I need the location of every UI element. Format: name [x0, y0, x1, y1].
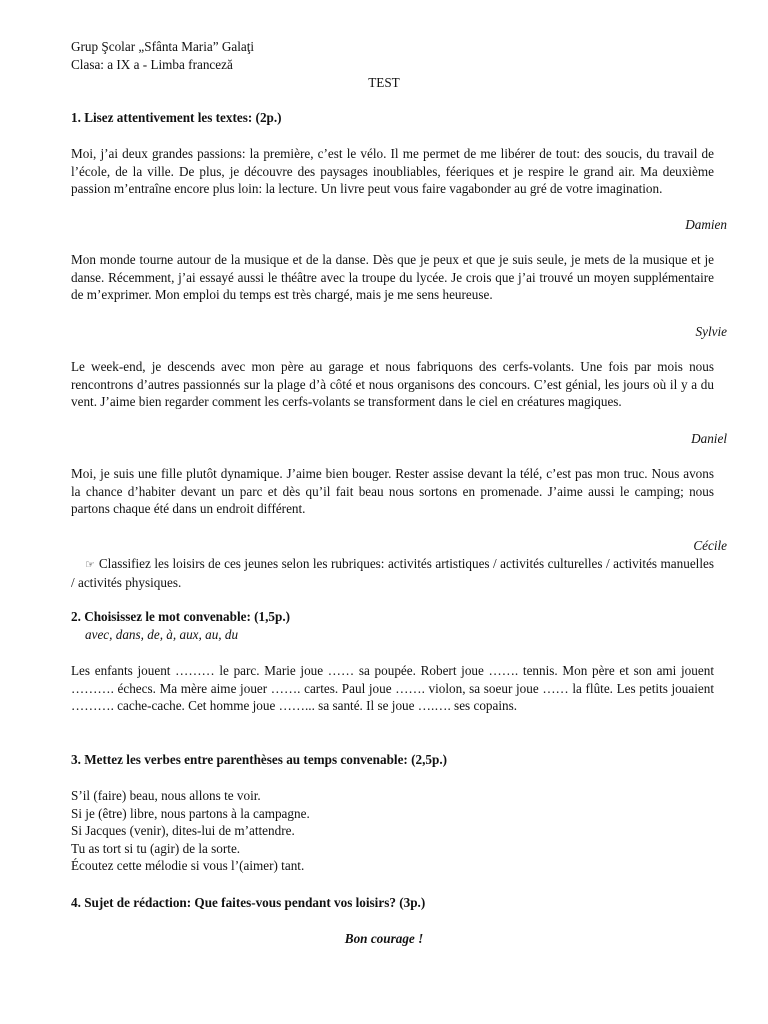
class-label: Clasa: a IX a - Limba franceză — [71, 56, 233, 72]
page-title: TEST — [368, 75, 400, 90]
classification-instruction — [71, 555, 714, 591]
author-signature-damien: Damien — [685, 217, 727, 232]
verb-exercise-list — [71, 787, 714, 875]
exercise-line: Écoutez cette mélodie si vous l’(aimer) tant. — [71, 858, 305, 874]
section-1-heading: 1. Lisez attentivement les textes: (2p.) — [71, 110, 282, 125]
pointing-hand-icon: ☞ — [85, 558, 95, 571]
instruction-text: Classifiez les loisirs de ces jeunes selon les rubriques: activités artistiques / activités culturelles / activités manuelles / activités physiques. — [71, 556, 714, 590]
text-paragraph-cecile: Moi, je suis une fille plutôt dynamique. J’aime bien bouger. Rester assise devant la télé, c’est pas mon truc. Nous avons la chance d’habiter devant un parc et dès qu’il fait beau nous sortons en promenade. J’aime aussi le camping; nous partons chaque été dans un endroit différent. — [71, 466, 714, 517]
word-choices: avec, dans, de, à, aux, au, du — [85, 627, 239, 642]
closing-message: Bon courage ! — [344, 931, 424, 946]
section-3-heading: 3. Mettez les verbes entre parenthèses au temps convenable: (2,5p.) — [71, 752, 448, 767]
document-header — [71, 38, 254, 73]
author-signature-daniel: Daniel — [691, 431, 727, 446]
exercise-line: Tu as tort si tu (agir) de la sorte. — [71, 840, 241, 856]
exercise-line: Si je (être) libre, nous partons à la campagne. — [71, 805, 310, 821]
school-name: Grup Şcolar „Sfânta Maria” Galaţi — [71, 39, 255, 54]
section-4-heading: 4. Sujet de rédaction: Que faites-vous pendant vos loisirs? (3p.) — [71, 895, 426, 910]
text-paragraph-sylvie: Mon monde tourne autour de la musique et de la danse. Dès que je peux et que je suis seule, je mets de la musique et je danse. Récemment, j’ai essayé aussi le théâtre avec la troupe du lycée. Je crois que j’ai trouvé un moyen supplémentaire de m’exprimer. Mon emploi du temps est très chargé, mais je me sens heureuse. — [71, 252, 714, 303]
text-paragraph-daniel: Le week-end, je descends avec mon père au garage et nous fabriquons des cerfs-volants. Une fois par mois nous rencontrons d’autres passionnés sur la plage d’à côté et nous organisons des concours. C’est génial, les jours où il y a du vent. J’aime bien regarder comment les cerfs-volants se transforment dans le ciel en créatures magiques. — [71, 359, 714, 410]
exercise-line: S’il (faire) beau, nous allons te voir. — [71, 788, 261, 803]
section-2-heading: 2. Choisissez le mot convenable: (1,5p.) — [71, 609, 291, 624]
text-paragraph-damien: Moi, j’ai deux grandes passions: la première, c’est le vélo. Il me permet de me libérer de tout: des soucis, du travail de l’école, de la ville. De plus, je découvre des paysages inoubliables, féeriques et je respire le grand air. Ma deuxième passion m’entraîne encore plus loin: la lecture. Un livre peut vous faire vagabonder au gré de votre imagination. — [71, 146, 714, 197]
exercise-line: Si Jacques (venir), dites-lui de m’attendre. — [71, 823, 295, 839]
fill-in-text: Les enfants jouent ……… le parc. Marie joue …… sa poupée. Robert joue ……. tennis. Mon père et son ami jouent ………. échecs. Ma mère aime jouer ……. cartes. Paul joue ……. violon, sa soeur joue …… la flûte. Les petits jouaient ………. cache-cache. Cet homme joue ……... sa santé. Il se joue ….…. ses copains. — [71, 663, 714, 714]
author-signature-cecile: Cécile — [693, 538, 727, 553]
author-signature-sylvie: Sylvie — [695, 324, 727, 339]
